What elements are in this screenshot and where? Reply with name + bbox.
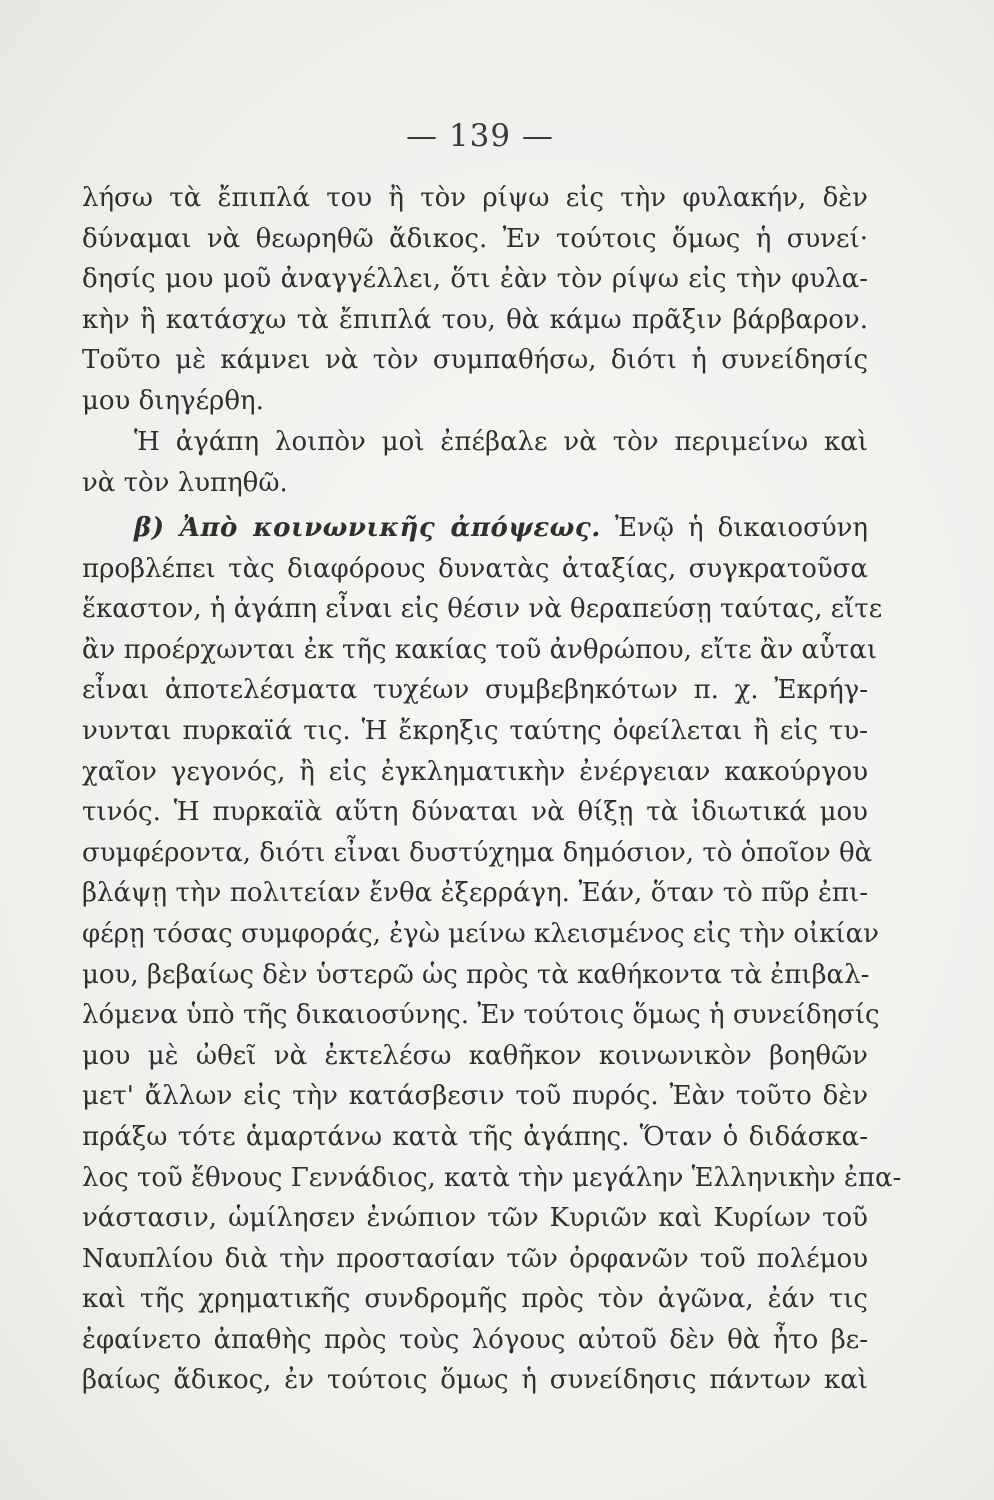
text-line: μου, βεβαίως δὲν ὑστερῶ ὡς πρὸς τὰ καθήκοντα τὰ ἐπιβαλ- [82,959,870,990]
section-heading-line [82,508,868,549]
text-line: νάστασιν, ὡμίλησεν ἐνώπιον τῶν Κυριῶν καὶ Κυρίων τοῦ [82,1203,868,1234]
text-line: χαῖον γεγονός, ἢ εἰς ἐγκληματικὴν ἐνέργειαν κακούργου [82,756,868,787]
text-line: φέρῃ τόσας συμφοράς, ἐγὼ μείνω κλεισμένος εἰς τὴν οἰκίαν [82,918,879,949]
text-line: εἶναι ἀποτελέσματα τυχέων συμβεβηκότων π. χ. Ἐκρήγ- [82,675,868,706]
text-line: προβλέπει τὰς διαφόρους δυνατὰς ἀταξίας, συγκρατοῦσα [82,553,868,584]
text-line: πράξω τότε ἁμαρτάνω κατὰ τῆς ἀγάπης. Ὅταν ὁ διδάσκα- [82,1121,868,1152]
page-number: — 139 — [406,118,554,154]
text-line: συμφέροντα, διότι εἶναι δυστύχημα δημόσιον, τὸ ὁποῖον θὰ [82,837,873,868]
text-line: λόμενα ὑπὸ τῆς δικαιοσύνης. Ἐν τούτοις ὅμως ἡ συνείδησίς [82,1000,880,1031]
text-line: μου μὲ ὠθεῖ νὰ ἐκτελέσω καθῆκον κοινωνικὸν βοηθῶν [82,1040,868,1071]
text-line: μου διηγέρθη. [82,385,264,416]
text-line: βλάψῃ τὴν πολιτείαν ἔνθα ἐξερράγη. Ἐάν, ὅταν τὸ πῦρ ἐπι- [82,878,868,909]
section-heading: β) Ἀπὸ κοινωνικῆς ἀπόψεως. [134,513,601,543]
text-line: Ναυπλίου διὰ τὴν προστασίαν τῶν ὀρφανῶν τοῦ πολέμου [82,1243,868,1274]
text-line: νὰ τὸν λυπηθῶ. [82,467,288,498]
text-line: Ἡ ἀγάπη λοιπὸν μοὶ ἐπέβαλε νὰ τὸν περιμείνω καὶ [134,427,868,457]
text-line: ἕκαστον, ἡ ἀγάπη εἶναι εἰς θέσιν νὰ θεραπεύσῃ ταύτας, εἴτε [82,594,883,625]
text-fragment: Ἐνῷ ἡ δικαιοσύνη [614,513,869,543]
paragraph-2 [82,422,868,503]
text-line: καὶ τῆς χρηματικῆς συνδρομῆς πρὸς τὸν ἀγῶνα, ἐάν τις [82,1284,868,1315]
text-line: λήσω τὰ ἔπιπλά του ἢ τὸν ρίψω εἰς τὴν φυλακήν, δὲν [82,183,868,213]
text-line: δησίς μου μοῦ ἀναγγέλλει, ὅτι ἐὰν τὸν ρίψω εἰς τὴν φυλα- [82,264,868,295]
text-line: Τοῦτο μὲ κάμνει νὰ τὸν συμπαθήσω, διότι ἡ συνείδησίς [82,345,868,376]
text-line: μετ' ἄλλων εἰς τὴν κατάσβεσιν τοῦ πυρός. Ἐὰν τοῦτο δὲν [82,1081,868,1112]
text-line: ἐφαίνετο ἀπαθὴς πρὸς τοὺς λόγους αὐτοῦ δὲν θὰ ἦτο βε- [82,1324,868,1355]
text-line: τινός. Ἡ πυρκαϊὰ αὕτη δύναται νὰ θίξῃ τὰ ἰδιωτικά μου [82,797,868,828]
paragraph-1 [82,178,868,422]
text-line: ἂν προέρχωνται ἐκ τῆς κακίας τοῦ ἀνθρώπου, εἴτε ἂν αὗται [82,634,878,665]
paragraph-3 [82,508,902,1401]
text-line: κὴν ἢ κατάσχω τὰ ἔπιπλά του, θὰ κάμω πρᾶξιν βάρβαρον. [82,304,868,335]
text-line: νυνται πυρκαϊά τις. Ἡ ἔκρηξις ταύτης ὀφείλεται ἢ εἰς τυ- [82,715,868,746]
text-line: δύναμαι νὰ θεωρηθῶ ἄδικος. Ἐν τούτοις ὅμως ἡ συνεί· [82,223,868,254]
text-line: βαίως ἄδικος, ἐν τούτοις ὅμως ἡ συνείδησις πάντων καὶ [82,1365,868,1396]
text-line: λος τοῦ ἔθνους Γεννάδιος, κατὰ τὴν μεγάλην Ἑλληνικὴν ἐπα- [82,1162,902,1193]
